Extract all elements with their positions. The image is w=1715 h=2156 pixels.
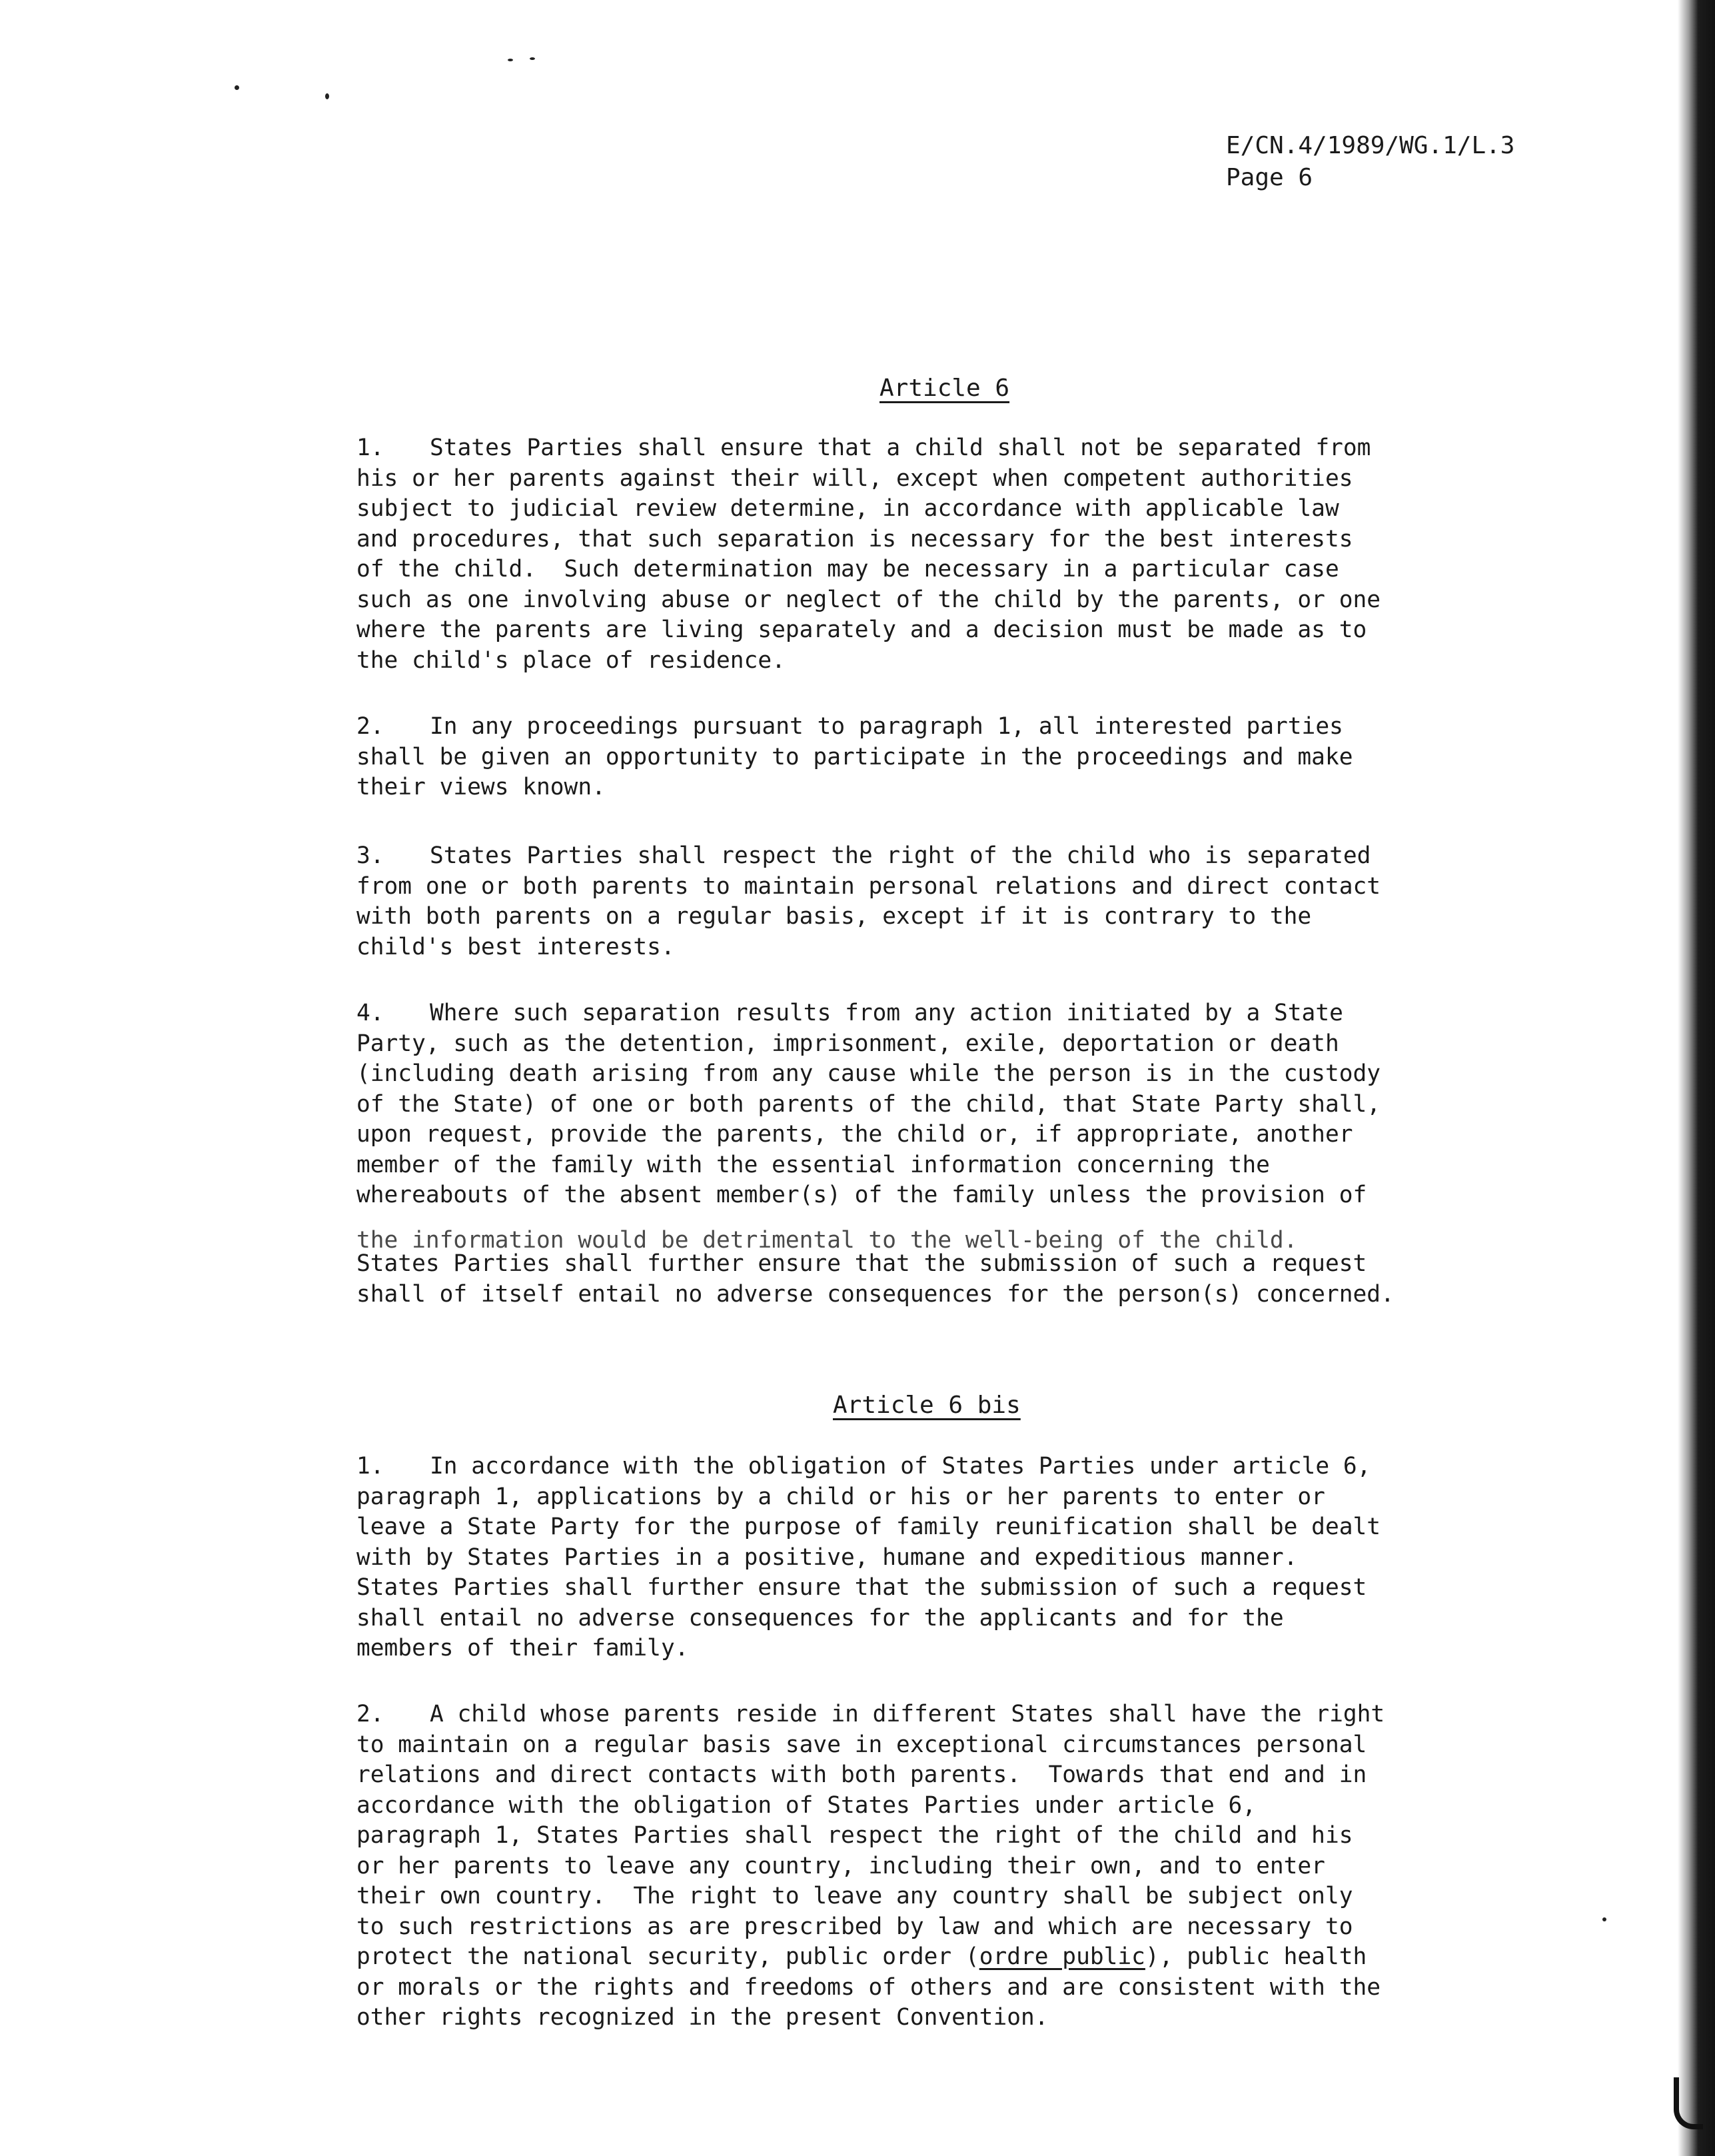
text-line: paragraph 1, applications by a child or his or her parents to enter or	[356, 1483, 1325, 1510]
text-line: members of their family.	[356, 1635, 689, 1661]
scan-speck	[1602, 1917, 1606, 1921]
text-line: relations and direct contacts with both parents. Towards that end and in	[356, 1761, 1367, 1788]
scan-binding-edge	[1678, 0, 1715, 2156]
latin-term: ordre public	[979, 1943, 1145, 1970]
scan-speck	[508, 59, 513, 61]
text-line: to maintain on a regular basis save in exceptional circumstances personal	[356, 1731, 1367, 1758]
page-number: Page 6	[1226, 164, 1313, 191]
text-line: of the State) of one or both parents of the child, that State Party shall,	[356, 1090, 1381, 1118]
text-line: child's best interests.	[356, 933, 675, 960]
text-line: leave a State Party for the purpose of family reunification shall be dealt	[356, 1514, 1381, 1540]
text-line: A child whose parents reside in different States shall have the right	[430, 1701, 1385, 1727]
paragraph-number: 3.	[356, 842, 384, 869]
text-line: where the parents are living separately and a decision must be made as to	[356, 616, 1367, 643]
article-6-heading: Article 6	[879, 375, 1010, 402]
text-line: such as one involving abuse or neglect of the child by the parents, or one	[356, 586, 1381, 613]
overprinted-line: the information would be detrimental to the well-being of the child.	[356, 1227, 1298, 1254]
article-6-paragraph-3	[356, 841, 1522, 962]
paragraph-number: 1.	[356, 435, 384, 461]
text-line: Where such separation results from any action initiated by a State	[430, 1000, 1343, 1026]
text-line: In any proceedings pursuant to paragraph 1, all interested parties	[430, 713, 1343, 740]
text-fragment: protect the national security, public order (	[356, 1943, 979, 1970]
paragraph-number: 2.	[356, 1701, 384, 1727]
scan-speck	[325, 93, 329, 99]
text-line: or morals or the rights and freedoms of others and are consistent with the	[356, 1973, 1381, 2001]
text-line: the child's place of residence.	[356, 646, 786, 674]
text-line: shall entail no adverse consequences for the applicants and for the	[356, 1604, 1284, 1631]
paragraph-number: 2.	[356, 713, 384, 740]
text-line	[356, 1943, 1367, 1970]
text-line: paragraph 1, States Parties shall respect the right of the child and his	[356, 1822, 1353, 1849]
text-line: other rights recognized in the present Convention.	[356, 2004, 1049, 2031]
text-line: shall of itself entail no adverse consequences for the person(s) concerned.	[356, 1280, 1395, 1308]
text-line: from one or both parents to maintain personal relations and direct contact	[356, 872, 1381, 900]
text-line: (including death arising from any cause while the person is in the custody	[356, 1060, 1381, 1087]
article-6-bis-heading: Article 6 bis	[833, 1392, 1021, 1419]
text-line: States Parties shall respect the right of the child who is separated	[430, 842, 1371, 869]
paragraph-number: 1.	[356, 1453, 384, 1480]
text-line: or her parents to leave any country, including their own, and to enter	[356, 1852, 1325, 1879]
text-line: whereabouts of the absent member(s) of the family unless the provision of	[356, 1182, 1367, 1208]
article-6-paragraph-4	[356, 998, 1522, 1211]
text-line: States Parties shall ensure that a child shall not be separated from	[430, 435, 1371, 461]
scan-speck	[235, 85, 239, 90]
text-line: States Parties shall further ensure that the submission of such a request	[356, 1250, 1367, 1277]
text-line: shall be given an opportunity to participate in the proceedings and make	[356, 743, 1353, 770]
text-line: his or her parents against their will, except when competent authorities	[356, 465, 1353, 492]
text-line: to such restrictions as are prescribed by law and which are necessary to	[356, 1913, 1353, 1940]
text-line: Party, such as the detention, imprisonment, exile, deportation or death	[356, 1030, 1339, 1057]
text-line: upon request, provide the parents, the child or, if appropriate, another	[356, 1121, 1353, 1148]
article-6-paragraph-1	[356, 433, 1522, 676]
text-line: In accordance with the obligation of States Parties under article 6,	[430, 1453, 1371, 1480]
scan-binding-hook	[1674, 2077, 1703, 2129]
text-line: and procedures, that such separation is necessary for the best interests	[356, 525, 1353, 552]
text-line: of the child. Such determination may be necessary in a particular case	[356, 556, 1339, 582]
text-line: subject to judicial review determine, in accordance with applicable law	[356, 495, 1339, 522]
text-line: member of the family with the essential information concerning the	[356, 1151, 1270, 1178]
article-6-paragraph-4-continued	[356, 1249, 1522, 1310]
text-line: their views known.	[356, 774, 606, 800]
article-6-bis-paragraph-1	[356, 1452, 1522, 1664]
paragraph-number: 4.	[356, 1000, 384, 1026]
text-line: accordance with the obligation of States Parties under article 6,	[356, 1791, 1257, 1819]
article-6-paragraph-2	[356, 712, 1522, 803]
document-header	[1226, 130, 1514, 194]
text-line: their own country. The right to leave any country shall be subject only	[356, 1883, 1353, 1909]
text-line: with by States Parties in a positive, humane and expeditious manner.	[356, 1544, 1298, 1571]
text-fragment: ), public health	[1145, 1943, 1367, 1970]
text-line: with both parents on a regular basis, except if it is contrary to the	[356, 903, 1312, 930]
article-6-bis-paragraph-2	[356, 1699, 1522, 2033]
scan-speck	[530, 57, 535, 60]
document-symbol: E/CN.4/1989/WG.1/L.3	[1226, 132, 1515, 159]
text-line: States Parties shall further ensure that the submission of such a request	[356, 1574, 1367, 1601]
